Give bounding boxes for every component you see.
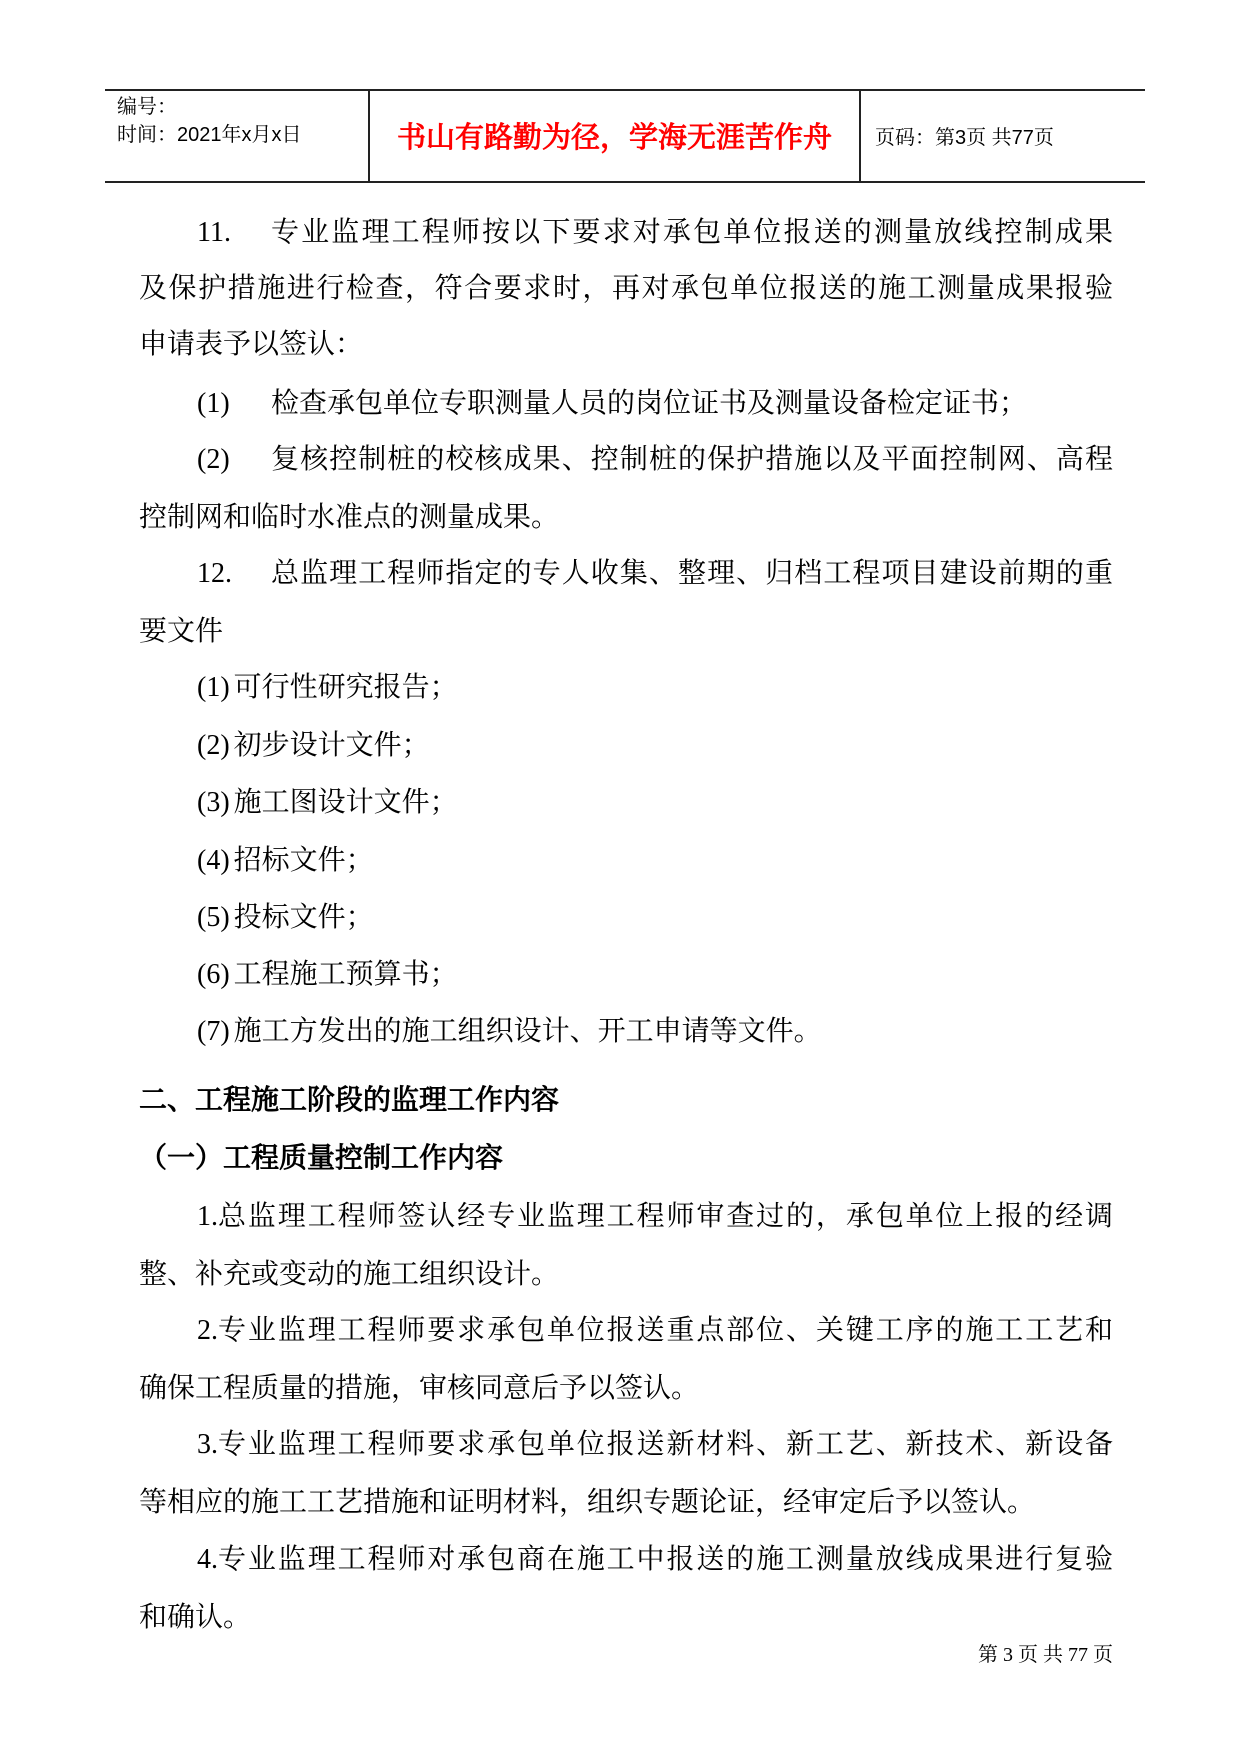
header-page-info: 页码：第3页 共77页: [875, 127, 1054, 149]
header-meta-cell: [105, 91, 370, 181]
item-number: 1.: [197, 1201, 218, 1232]
item-number: 2.: [197, 1315, 218, 1346]
item-number: 4.: [197, 1544, 218, 1575]
paragraph-line: [139, 1598, 1113, 1638]
paragraph-text: 复核控制桩的校核成果、控制桩的保护措施以及平面控制网、高程: [271, 444, 1113, 475]
page-header: [105, 89, 1145, 183]
paragraph-text: 确保工程质量的措施，审核同意后予以签认。: [139, 1373, 700, 1404]
paragraph-text: 申请表予以签认：: [139, 329, 364, 360]
paragraph-line: [197, 440, 1113, 480]
paragraph-line: [197, 1425, 1113, 1465]
list-item: [197, 783, 1113, 823]
paragraph-text: 专业监理工程师要求承包单位报送重点部位、关键工序的施工工艺和: [218, 1315, 1113, 1346]
paragraph-line: [139, 1369, 1113, 1409]
paragraph-text: 总监理工程师签认经专业监理工程师审查过的，承包单位上报的经调: [218, 1201, 1113, 1232]
subsection-heading: （一）工程质量控制工作内容: [139, 1142, 504, 1173]
list-item-number: (1): [197, 672, 230, 703]
paragraph-text: 专业监理工程师对承包商在施工中报送的施工测量放线成果进行复验: [218, 1544, 1113, 1575]
list-item: [197, 726, 1113, 766]
list-item-number: (6): [197, 959, 230, 990]
paragraph-line: [139, 1483, 1113, 1523]
section-heading: 二、工程施工阶段的监理工作内容: [139, 1084, 560, 1115]
paragraph-line: [139, 325, 1113, 365]
list-item-text: 施工图设计文件；: [233, 787, 458, 818]
item-number: (2): [197, 444, 230, 475]
list-item-text: 工程施工预算书；: [233, 959, 458, 990]
paragraph-line: [139, 498, 1113, 538]
list-item-number: (2): [197, 730, 230, 761]
paragraph-text: 专业监理工程师按以下要求对承包单位报送的测量放线控制成果: [271, 217, 1113, 248]
list-item: [197, 898, 1113, 938]
list-item: [197, 955, 1113, 995]
header-motto: 书山有路勤为径，学海无涯苦作舟: [396, 122, 832, 154]
list-item-text: 初步设计文件；: [233, 730, 430, 761]
paragraph-line: [197, 384, 1113, 424]
list-item: [197, 668, 1113, 708]
page-footer-number: 第 3 页 共 77 页: [978, 1644, 1113, 1666]
paragraph-text: 检查承包单位专职测量人员的岗位证书及测量设备检定证书；: [271, 388, 1028, 419]
paragraph-line: [197, 1197, 1113, 1237]
paragraph-line: [197, 1540, 1113, 1580]
paragraph-text: 等相应的施工工艺措施和证明材料，组织专题论证，经审定后予以签认。: [139, 1487, 1036, 1518]
item-number: (1): [197, 388, 230, 419]
paragraph-line: [139, 1255, 1113, 1295]
list-item-text: 招标文件；: [233, 845, 374, 876]
item-number: 3.: [197, 1429, 218, 1460]
list-item: [197, 841, 1113, 881]
paragraph-line: [139, 269, 1113, 309]
item-number: 12.: [197, 558, 232, 589]
list-item: [197, 1012, 1113, 1052]
header-motto-cell: [370, 91, 861, 181]
list-item-number: (7): [197, 1016, 230, 1047]
item-number: 11.: [197, 217, 231, 248]
paragraph-text: 及保护措施进行检查，符合要求时，再对承包单位报送的施工测量成果报验: [139, 273, 1113, 304]
header-page-cell: [861, 91, 1145, 181]
list-item-number: (5): [197, 902, 230, 933]
document-number-label: 编号：: [117, 96, 177, 118]
list-item-number: (3): [197, 787, 230, 818]
paragraph-text: 整、补充或变动的施工组织设计。: [139, 1259, 560, 1290]
paragraph-text: 和确认。: [139, 1602, 252, 1633]
paragraph-line: [197, 1311, 1113, 1351]
list-item-text: 投标文件；: [233, 902, 374, 933]
paragraph-text: 要文件: [139, 616, 224, 647]
paragraph-line: [139, 612, 1113, 652]
list-item-text: 可行性研究报告；: [233, 672, 458, 703]
document-time-label: 时间：2021年x月x日: [117, 124, 302, 146]
paragraph-text: 控制网和临时水准点的测量成果。: [139, 502, 560, 533]
list-item-text: 施工方发出的施工组织设计、开工申请等文件。: [233, 1016, 822, 1047]
paragraph-line: [197, 213, 1113, 253]
list-item-number: (4): [197, 845, 230, 876]
paragraph-text: 总监理工程师指定的专人收集、整理、归档工程项目建设前期的重: [271, 558, 1113, 589]
paragraph-text: 专业监理工程师要求承包单位报送新材料、新工艺、新技术、新设备: [218, 1429, 1113, 1460]
paragraph-line: [197, 554, 1113, 594]
